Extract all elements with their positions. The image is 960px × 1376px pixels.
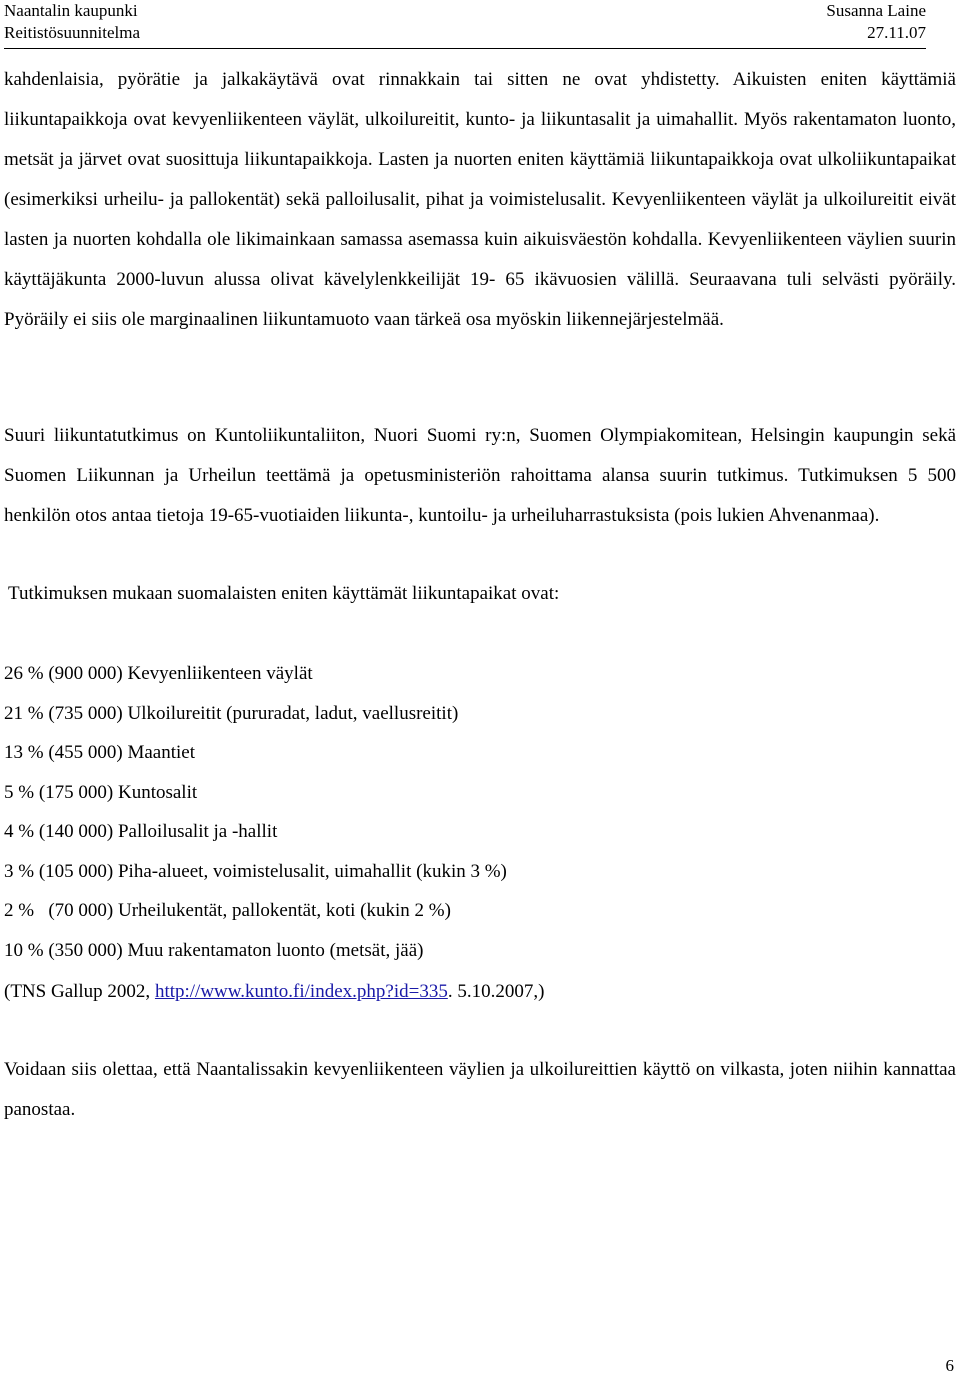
- stats-item: 5 % (175 000) Kuntosalit: [4, 781, 198, 803]
- stats-item: 4 % (140 000) Palloilusalit ja -hallit: [4, 821, 278, 842]
- header-right: [826, 0, 926, 44]
- paragraph-usage: kahdenlaisia, pyörätie ja jalkakäytävä ovat rinnakkain tai sitten ne ovat yhdistetty. Aikuisten eniten käyttämiä liikuntapaikkoja ovat kevyenliikenteen väylät, ulkoilureitit, kunto- ja liikuntasalit ja uimahallit. Myös rakentamaton luonto, metsät ja järvet ovat suosittuja liikuntapaikkoja. Lasten ja nuorten eniten käyttämiä liikuntapaikkoja ovat ulkoliikuntapaikat (esimerkiksi urheilu- ja pallokentät) sekä palloilusalit, pihat ja voimistelusalit. Kevyenliikenteen väylät ja ulkoilureitit eivät lasten ja nuorten kohdalla ole likimainkaan samassa asemassa kuin aikuisväestön kohdalla. Kevyenliikenteen väylien suurin käyttäjäkunta 2000-luvun alussa olivat kävelylenkkeilijät 19- 65 ikävuosien välillä. Seuraavana tuli selvästi pyöräily. Pyöräily ei siis ole marginaalinen liikuntamuoto vaan tärkeä osa myöskin liikennejärjestelmää.: [4, 69, 956, 330]
- stats-item: 21 % (735 000) Ulkoilureitit (pururadat, ladut, vaellusreitit): [4, 702, 459, 724]
- header-document-title: Reitistösuunnitelma: [4, 23, 140, 42]
- page-header: [4, 0, 926, 49]
- paragraph-conclusion: Voidaan siis olettaa, että Naantalissakin kevyenliikenteen väylien ja ulkoilureittien käyttö on vilkasta, joten niihin kannattaa panostaa.: [4, 1059, 956, 1120]
- source-link[interactable]: http://www.kunto.fi/index.php?id=335: [154, 981, 448, 1002]
- source-prefix: (TNS Gallup 2002,: [4, 981, 155, 1002]
- page-number: 6: [945, 1356, 954, 1375]
- source-suffix: . 5.10.2007,): [447, 981, 545, 1002]
- stats-intro: Tutkimuksen mukaan suomalaisten eniten käyttämät liikuntapaikat ovat:: [8, 583, 560, 604]
- stats-list: [4, 654, 944, 970]
- stats-item: 13 % (455 000) Maantiet: [4, 742, 196, 763]
- source-citation: [4, 972, 544, 1012]
- paragraph-study: Suuri liikuntatutkimus on Kuntoliikuntaliiton, Nuori Suomi ry:n, Suomen Olympiakomitean, Helsingin kaupungin sekä Suomen Liikunnan ja Urheilun teettämä ja opetusministeriön rahoittama alansa suurin tutkimus. Tutkimuksen 5 500 henkilön otos antaa tietoja 19-65-vuotiaiden liikunta-, kuntoilu- ja urheiluharrastuksista (pois lukien Ahvenanmaa).: [4, 425, 956, 526]
- stats-item: 2 % (70 000) Urheilukentät, pallokentät, koti (kukin 2 %): [4, 900, 451, 921]
- header-date: 27.11.07: [867, 23, 926, 42]
- header-org: Naantalin kaupunki: [4, 1, 138, 20]
- stats-item: 10 % (350 000) Muu rakentamaton luonto (metsät, jää): [4, 939, 424, 961]
- header-left: [4, 0, 140, 44]
- header-author: Susanna Laine: [826, 1, 926, 20]
- stats-item: 3 % (105 000) Piha-alueet, voimistelusalit, uimahallit (kukin 3 %): [4, 860, 507, 882]
- stats-item: 26 % (900 000) Kevyenliikenteen väylät: [4, 663, 313, 684]
